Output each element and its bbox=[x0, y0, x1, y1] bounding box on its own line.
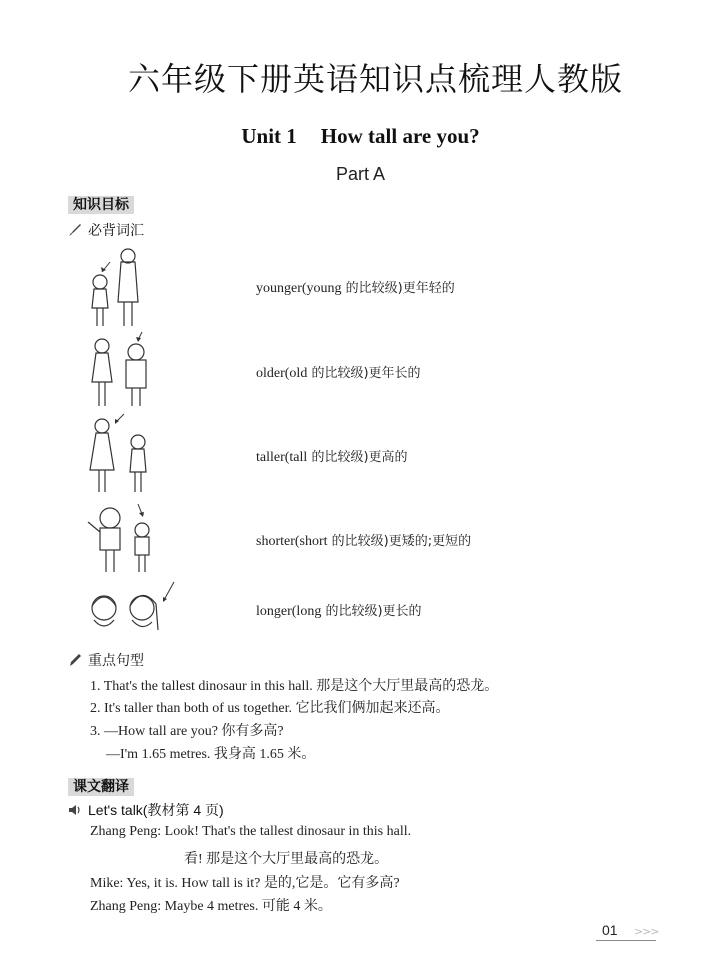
dialogue-line: Zhang Peng: Look! That's the tallest dinosaur in this hall. bbox=[90, 824, 412, 839]
vocab-note: 的比较级)更长的 bbox=[321, 604, 422, 619]
dialogue-line: Mike: Yes, it is. How tall is it? 是的,它是。它有多高? bbox=[90, 876, 400, 891]
vocab-word: older(old bbox=[256, 366, 308, 381]
vocab-heading-text: 必背词汇 bbox=[88, 223, 144, 239]
sentence-line: 1. That's the tallest dinosaur in this hall. 那是这个大厅里最高的恐龙。 bbox=[90, 679, 499, 694]
vocab-heading bbox=[68, 220, 144, 240]
vocab-note: 的比较级)更高的 bbox=[307, 450, 408, 465]
younger-illustration bbox=[80, 242, 150, 330]
page-number: 01 bbox=[602, 922, 618, 938]
sentence-line: —I'm 1.65 metres. 我身高 1.65 米。 bbox=[106, 747, 316, 762]
talk-heading bbox=[68, 800, 224, 820]
vocab-word: shorter(short bbox=[256, 534, 328, 549]
vocab-word: younger(young bbox=[256, 281, 342, 296]
dialogue-line: 看! 那是这个大厅里最高的恐龙。 bbox=[184, 852, 389, 867]
section-tag-knowledge bbox=[68, 194, 134, 214]
older-illustration bbox=[80, 330, 156, 410]
page-number-rule bbox=[596, 940, 656, 941]
page-title: 六年级下册英语知识点梳理人教版 bbox=[127, 60, 623, 98]
longer-illustration bbox=[80, 580, 180, 636]
dialogue-line: Zhang Peng: Maybe 4 metres. 可能 4 米。 bbox=[90, 899, 332, 914]
unit-name: How tall are you? bbox=[320, 124, 480, 148]
taller-illustration bbox=[80, 412, 160, 496]
vocab-item bbox=[256, 277, 455, 297]
unit-number: Unit 1 bbox=[241, 124, 297, 148]
brush-icon bbox=[68, 223, 82, 237]
section-tag-text: 课文翻译 bbox=[68, 778, 134, 796]
vocab-note: 的比较级)更年长的 bbox=[307, 366, 421, 381]
vocab-item bbox=[256, 530, 471, 550]
page-arrows: >>> bbox=[634, 925, 659, 938]
speaker-icon bbox=[68, 803, 82, 817]
talk-heading-text: Let's talk(教材第 4 页) bbox=[88, 802, 224, 818]
sentence-line: 2. It's taller than both of us together. 它比我们俩加起来还高。 bbox=[90, 701, 450, 716]
section-tag-text: 知识目标 bbox=[68, 196, 134, 214]
vocab-word: taller(tall bbox=[256, 450, 308, 465]
shorter-illustration bbox=[80, 498, 160, 576]
vocab-item bbox=[256, 362, 421, 382]
part-label: Part A bbox=[335, 164, 386, 184]
section-tag-translation bbox=[68, 776, 134, 796]
sentence-line: 3. —How tall are you? 你有多高? bbox=[90, 724, 284, 739]
vocab-item bbox=[256, 600, 422, 620]
vocab-word: longer(long bbox=[256, 604, 322, 619]
vocab-note: 的比较级)更矮的;更短的 bbox=[327, 534, 472, 549]
sentences-heading bbox=[68, 650, 144, 670]
vocab-note: 的比较级)更年轻的 bbox=[341, 281, 455, 296]
pen-icon bbox=[68, 653, 82, 667]
sentences-heading-text: 重点句型 bbox=[88, 653, 144, 669]
unit-title bbox=[0, 124, 721, 149]
vocab-item bbox=[256, 446, 408, 466]
